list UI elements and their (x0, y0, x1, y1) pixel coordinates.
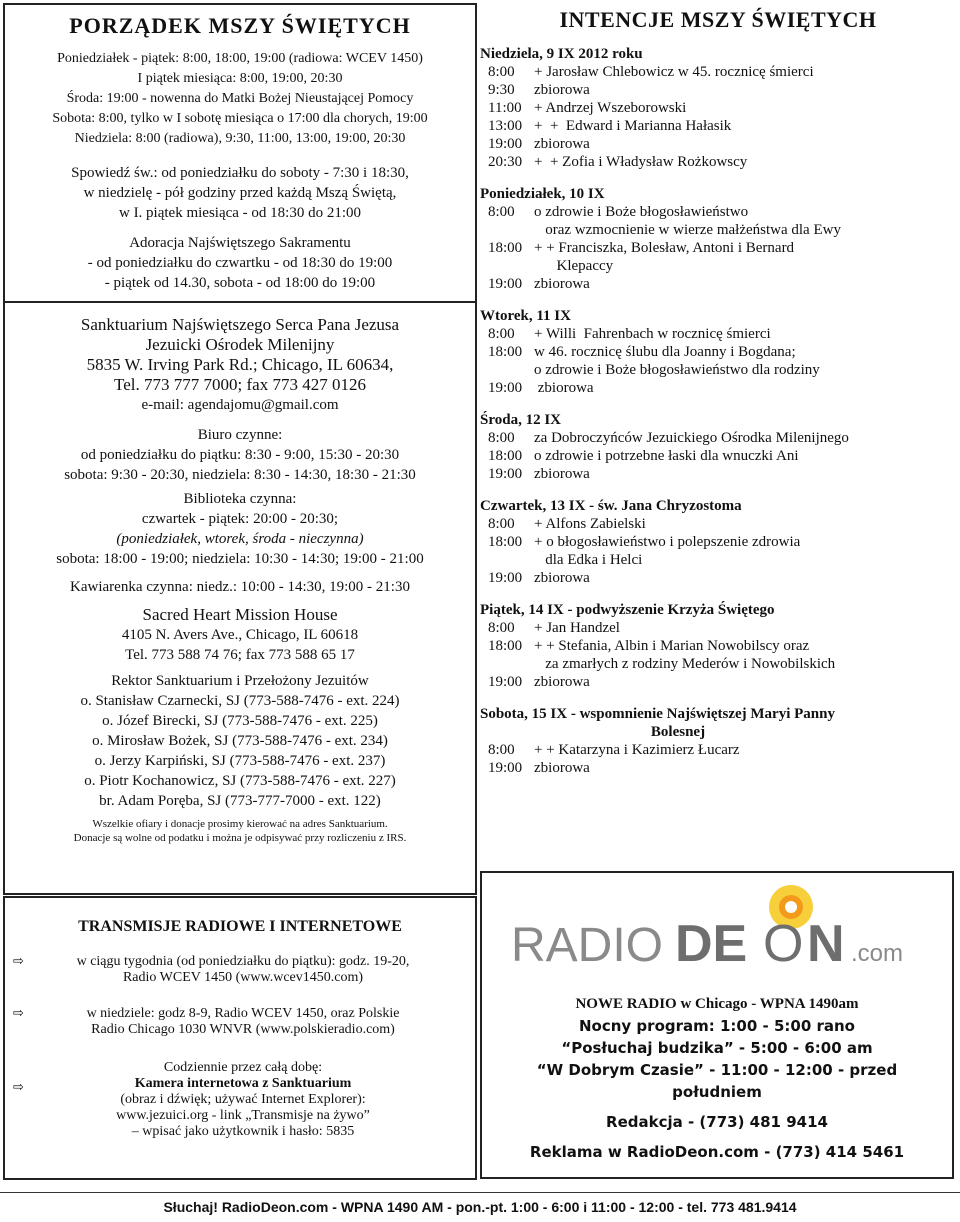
intention-row (480, 569, 956, 587)
cafe-hours: Kawiarenka czynna: niedz.: 10:00 - 14:30, 19:00 - 21:30 (70, 579, 410, 595)
logo-radio-text: RADIO (511, 919, 664, 971)
adoration-line: - piątek od 14.30, sobota - od 18:00 do 19:00 (104, 275, 376, 291)
arrow-right-icon: ⇨ (13, 1080, 24, 1095)
intention-row (480, 239, 956, 257)
intention-time: 19:00 (488, 276, 523, 292)
mass-line: Sobota: 8:00, tylko w I sobotę miesiąca o 17:00 dla chorych, 19:00 (52, 111, 428, 126)
intention-day (480, 185, 956, 293)
intention-row (480, 99, 956, 117)
intention-row (480, 533, 956, 551)
intention-row (480, 655, 956, 673)
intention-time: 18:00 (488, 344, 523, 360)
intention-text: za zmarłych z rodziny Mederów i Nowobilskich (534, 656, 836, 672)
arrow-right-icon: ⇨ (13, 1006, 24, 1021)
deon-line: “W Dobrym Czasie” - 11:00 - 12:00 - przed (536, 1061, 898, 1079)
confession-info (5, 163, 475, 223)
intention-time (480, 551, 534, 569)
day-header: Sobota, 15 IX - wspomnienie Najświętszej Maryi Panny (480, 706, 835, 722)
mission-address: 4105 N. Avers Ave., Chicago, IL 60618 (121, 627, 359, 643)
adoration-line: - od poniedziałku do czwartku - od 18:30 do 19:00 (87, 255, 393, 271)
day-header: Środa, 12 IX (480, 412, 561, 428)
intention-text: zbiorowa (534, 82, 590, 98)
intention-text: zbiorowa (534, 276, 590, 292)
intention-row (480, 275, 956, 293)
intention-row (480, 551, 956, 569)
deon-line: Nocny program: 1:00 - 5:00 rano (579, 1017, 855, 1035)
adoration-info (5, 233, 475, 293)
library-hours: sobota: 18:00 - 19:00; niedziela: 10:30 - 14:30; 19:00 - 21:00 (56, 551, 424, 567)
radio-item-text: Radio WCEV 1450 (www.wcev1450.com) (122, 970, 364, 985)
intention-time (480, 655, 534, 673)
radio-item-text: Radio Chicago 1030 WNVR (www.polskieradio.com) (91, 1022, 395, 1037)
radio-broadcast-box (3, 896, 477, 1180)
intention-text: o zdrowie i potrzebne łaski dla wnuczki Ani (534, 448, 799, 464)
intention-text: + Andrzej Wszeborowski (534, 100, 687, 116)
intention-time: 8:00 (488, 64, 515, 80)
mission-title: Sacred Heart Mission House (142, 605, 338, 624)
intentions-column (480, 3, 956, 871)
deon-line: południem (672, 1083, 762, 1101)
intention-day (480, 705, 956, 777)
library-hours: czwartek - piątek: 20:00 - 20:30; (141, 511, 339, 527)
intention-row (480, 257, 956, 275)
confession-line: w I. piątek miesiąca - od 18:30 do 21:00 (118, 205, 362, 221)
intention-time (480, 221, 534, 239)
sanctuary-info-box (3, 301, 477, 895)
intention-row (480, 379, 956, 397)
intention-day (480, 601, 956, 691)
intention-text: + + Edward i Marianna Hałasik (534, 118, 732, 134)
intention-row (480, 515, 956, 533)
intention-row (480, 673, 956, 691)
intentions-title: INTENCJE MSZY ŚWIĘTYCH (559, 7, 877, 32)
intention-row (480, 759, 956, 777)
intention-row (480, 203, 956, 221)
camera-link[interactable]: www.jezuici.org - link „Transmisje na żywo” (116, 1108, 370, 1123)
intention-time: 19:00 (488, 380, 523, 396)
intention-text: za Dobroczyńców Jezuickiego Ośrodka Milenijnego (534, 430, 849, 446)
rector: o. Stanisław Czarnecki, SJ (773-588-7476 - ext. 224) (80, 693, 400, 709)
radio-item-sunday (5, 1006, 475, 1038)
day-header: Czwartek, 13 IX - św. Jana Chryzostoma (480, 498, 742, 514)
intention-text: + Jarosław Chlebowicz w 45. rocznicę śmierci (534, 64, 814, 80)
logo-sun-center (785, 901, 797, 913)
day-header: Piątek, 14 IX - podwyższenie Krzyża Świętego (480, 602, 775, 618)
deon-phone: Redakcja - (773) 481 9414 (606, 1113, 828, 1131)
intention-row (480, 429, 956, 447)
intention-time (480, 361, 534, 379)
mass-times (5, 49, 475, 149)
priest: o. Józef Birecki, SJ (773-588-7476 - ext. 225) (102, 713, 378, 729)
deon-ads-phone: Reklama w RadioDeon.com - (773) 414 5461 (529, 1143, 905, 1161)
radiodeon-box (480, 871, 954, 1179)
intention-day (480, 45, 956, 171)
address: 5835 W. Irving Park Rd.; Chicago, IL 60634, (86, 355, 394, 374)
footer-divider (0, 1192, 960, 1193)
intention-text: + + Stefania, Albin i Marian Nowobilscy oraz (534, 638, 810, 654)
intention-time: 20:30 (488, 154, 523, 170)
mission-phone: Tel. 773 588 74 76; fax 773 588 65 17 (125, 647, 355, 663)
intention-time: 8:00 (488, 326, 515, 342)
intention-time: 19:00 (488, 674, 523, 690)
intention-text: + + Franciszka, Bolesław, Antoni i Bernard (534, 240, 795, 256)
priest: o. Mirosław Bożek, SJ (773-588-7476 - ext. 234) (92, 733, 388, 749)
intention-text: + Jan Handzel (534, 620, 620, 636)
priest: o. Jerzy Karpiński, SJ (773-588-7476 - ext. 237) (94, 753, 386, 769)
intention-text: Klepaccy (534, 258, 614, 274)
logo-n-text: N (807, 915, 845, 971)
intention-text: dla Edka i Helci (534, 552, 643, 568)
intention-text: w 46. rocznicę ślubu dla Joanny i Bogdana; (534, 344, 796, 360)
deon-line: “Posłuchaj budzika” - 5:00 - 6:00 am (561, 1039, 873, 1057)
intention-text: + Alfons Zabielski (534, 516, 646, 532)
intention-text: + + Zofia i Władysław Rożkowscy (534, 154, 748, 170)
footer: Słuchaj! RadioDeon.com - WPNA 1490 AM - pon.-pt. 1:00 - 6:00 i 11:00 - 12:00 - tel. 773 481.9414 (163, 1199, 797, 1215)
radio-title: TRANSMISJE RADIOWE I INTERNETOWE (78, 918, 402, 935)
day-header-cont: Bolesnej (650, 724, 706, 740)
intention-time: 19:00 (488, 570, 523, 586)
radio-item-text: w niedziele: godz 8-9, Radio WCEV 1450, oraz Polskie (86, 1006, 400, 1021)
mass-line: Poniedziałek - piątek: 8:00, 18:00, 19:00 (radiowa: WCEV 1450) (57, 51, 423, 66)
radio-item-weekday (5, 954, 475, 986)
intention-text: o zdrowie i Boże błogosławieństwo dla rodziny (534, 362, 820, 378)
donation-note: Wszelkie ofiary i donacje prosimy kierować na adres Sanktuarium. (92, 818, 388, 830)
sanctuary-name: Sanktuarium Najświętszego Serca Pana Jezusa (80, 315, 400, 334)
office-title: Biuro czynne: (197, 427, 283, 443)
intention-row (480, 361, 956, 379)
camera-title: Kamera internetowa z Sanktuarium (134, 1076, 352, 1091)
intention-row (480, 343, 956, 361)
center-name: Jezuicki Ośrodek Milenijny (145, 335, 335, 354)
intention-text: oraz wzmocnienie w wierze małżeństwa dla Ewy (534, 222, 841, 238)
intention-text: zbiorowa (534, 380, 594, 396)
intention-time: 18:00 (488, 534, 523, 550)
intention-row (480, 117, 956, 135)
mass-line: Środa: 19:00 - nowenna do Matki Bożej Nieustającej Pomocy (66, 91, 414, 106)
intentions-list (480, 45, 956, 777)
intention-text: zbiorowa (534, 570, 590, 586)
priest: o. Piotr Kochanowicz, SJ (773-588-7476 - ext. 227) (84, 773, 396, 789)
intention-text: zbiorowa (534, 466, 590, 482)
intention-day (480, 307, 956, 397)
logo-de-text: DE (675, 915, 748, 971)
confession-line: Spowiedź św.: od poniedziałku do soboty - 7:30 i 18:30, (71, 165, 409, 181)
library-title: Biblioteka czynna: (183, 491, 297, 507)
phone: Tel. 773 777 7000; fax 773 427 0126 (114, 375, 366, 394)
rector-title: Rektor Sanktuarium i Przełożony Jezuitów (111, 673, 369, 689)
radiodeon-info (482, 993, 952, 1163)
radiodeon-logo[interactable] (507, 881, 927, 971)
intention-row (480, 63, 956, 81)
arrow-right-icon: ⇨ (13, 954, 24, 969)
intention-time: 8:00 (488, 516, 515, 532)
intention-text: zbiorowa (534, 760, 590, 776)
intention-time: 19:00 (488, 466, 523, 482)
email[interactable]: e-mail: agendajomu@gmail.com (141, 397, 339, 413)
intention-time: 8:00 (488, 620, 515, 636)
day-header: Wtorek, 11 IX (480, 308, 571, 324)
radio-item-camera (5, 1060, 475, 1140)
intention-text: + + Katarzyna i Kazimierz Łucarz (534, 742, 740, 758)
day-header: Niedziela, 9 IX 2012 roku (480, 46, 643, 62)
radio-item-text: Codziennie przez całą dobę: (163, 1060, 323, 1075)
intention-text: zbiorowa (534, 136, 590, 152)
intention-text: + Willi Fahrenbach w rocznicę śmierci (534, 326, 771, 342)
office-hours: sobota: 9:30 - 20:30, niedziela: 8:30 - 14:30, 18:30 - 21:30 (64, 467, 416, 483)
intention-day (480, 497, 956, 587)
intention-row (480, 325, 956, 343)
intention-row (480, 741, 956, 759)
radio-item-text: (obraz i dźwięk; używać Internet Explorer): (120, 1092, 366, 1107)
intention-time: 19:00 (488, 760, 523, 776)
deon-line: NOWE RADIO w Chicago - WPNA 1490am (575, 996, 859, 1012)
intention-text: o zdrowie i Boże błogosławieństwo (534, 204, 749, 220)
intention-time: 9:30 (488, 82, 515, 98)
intention-time: 8:00 (488, 742, 515, 758)
radio-item-text: – wpisać jako użytkownik i hasło: 5835 (131, 1124, 355, 1139)
intention-time: 18:00 (488, 240, 523, 256)
intention-time: 19:00 (488, 136, 523, 152)
intention-row (480, 153, 956, 171)
donation-note: Donacje są wolne od podatku i można je odpisywać przy rozliczeniu z IRS. (73, 832, 407, 844)
intention-row (480, 81, 956, 99)
intention-time (480, 257, 534, 275)
logo-com-text: .com (851, 940, 904, 967)
mass-schedule-title: PORZĄDEK MSZY ŚWIĘTYCH (69, 13, 411, 38)
mass-schedule-box (3, 3, 477, 303)
intention-text: zbiorowa (534, 674, 590, 690)
intention-time: 18:00 (488, 448, 523, 464)
intention-time: 11:00 (488, 100, 522, 116)
office-hours: od poniedziałku do piątku: 8:30 - 9:00, 15:30 - 20:30 (80, 447, 400, 463)
intention-row (480, 447, 956, 465)
intention-time: 13:00 (488, 118, 523, 134)
logo-o-text: O (763, 915, 804, 971)
mass-line: I piątek miesiąca: 8:00, 19:00, 20:30 (137, 71, 343, 86)
adoration-title: Adoracja Najświętszego Sakramentu (129, 235, 351, 251)
intention-time: 8:00 (488, 430, 515, 446)
radiodeon-logo-graphic (507, 881, 927, 971)
radio-item-text: w ciągu tygodnia (od poniedziałku do piątku): godz. 19-20, (76, 954, 410, 969)
library-closed: (poniedziałek, wtorek, środa - nieczynna) (116, 531, 364, 547)
day-header: Poniedziałek, 10 IX (480, 186, 605, 202)
mass-line: Niedziela: 8:00 (radiowa), 9:30, 11:00, 13:00, 19:00, 20:30 (74, 131, 406, 146)
intention-row (480, 619, 956, 637)
intention-time: 8:00 (488, 204, 515, 220)
intention-day (480, 411, 956, 483)
intention-row (480, 221, 956, 239)
intention-row (480, 465, 956, 483)
intention-time: 18:00 (488, 638, 523, 654)
priest: br. Adam Poręba, SJ (773-777-7000 - ext. 122) (99, 793, 381, 809)
confession-line: w niedzielę - pół godziny przed każdą Mszą Świętą, (83, 185, 397, 201)
intention-text: + o błogosławieństwo i polepszenie zdrowia (534, 534, 801, 550)
intention-row (480, 135, 956, 153)
intention-row (480, 637, 956, 655)
